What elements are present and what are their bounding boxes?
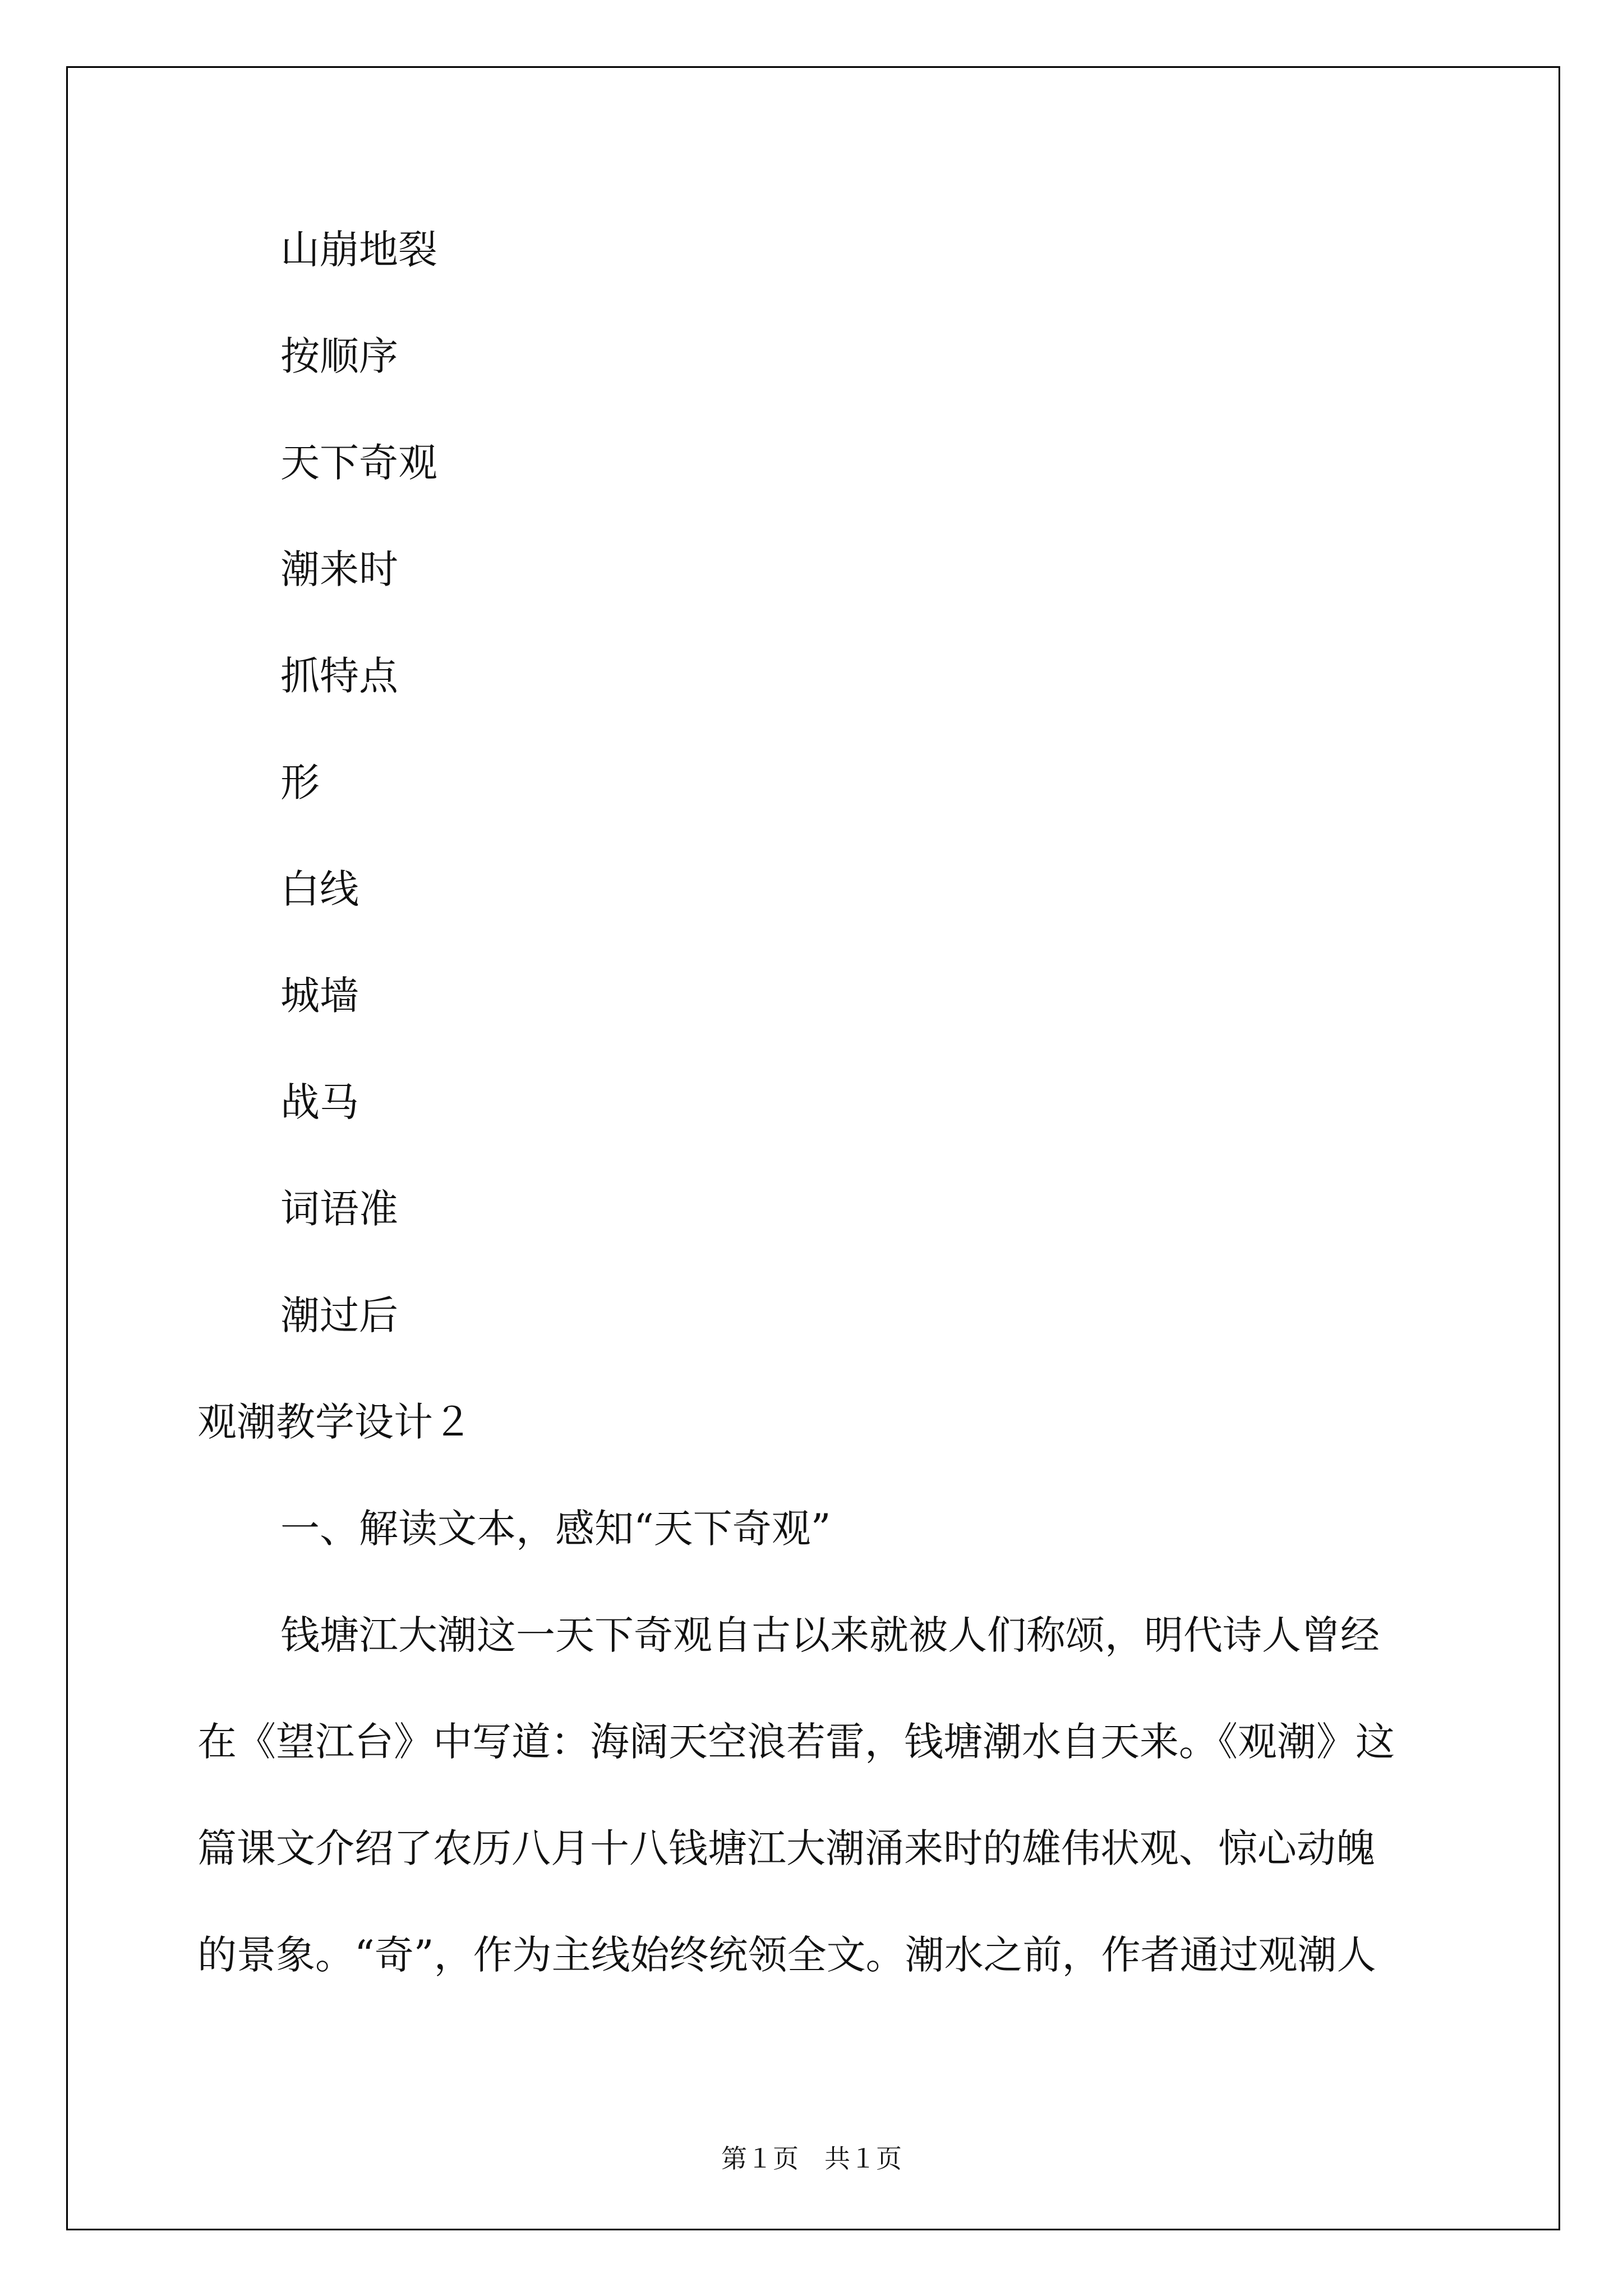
outline-item: 战马: [280, 1079, 359, 1125]
outline-item: 山崩地裂: [280, 227, 437, 273]
outline-item: 潮来时: [280, 546, 398, 592]
outline-item: 城墙: [280, 973, 359, 1019]
outline-item: 白线: [280, 866, 359, 912]
paragraph-line: 篇课文介绍了农历八月十八钱塘江大潮涌来时的雄伟状观、惊心动魄: [197, 1825, 1375, 1871]
paragraph-line: 在《望江台》中写道：海阔天空浪若雷，钱塘潮水自天来。《观潮》这: [197, 1719, 1395, 1765]
paragraph-line: 的景象。“奇”，作为主线始终统领全文。潮水之前，作者通过观潮人: [197, 1932, 1376, 1978]
subsection-heading: 一、解读文本，感知“天下奇观”: [280, 1506, 831, 1552]
outline-item: 形: [280, 760, 320, 806]
outline-item: 词语准: [280, 1186, 398, 1232]
page-footer: 第１页 共１页: [721, 2143, 902, 2174]
section-title: 观潮教学设计２: [197, 1399, 472, 1445]
paragraph-line: 钱塘江大潮这一天下奇观自古以来就被人们称颂，明代诗人曾经: [280, 1612, 1380, 1658]
outline-item: 天下奇观: [280, 440, 437, 486]
outline-item: 潮过后: [280, 1292, 398, 1338]
outline-item: 抓特点: [280, 653, 398, 699]
body-paragraph: [197, 1610, 1431, 2036]
outline-item: 按顺序: [280, 333, 398, 379]
